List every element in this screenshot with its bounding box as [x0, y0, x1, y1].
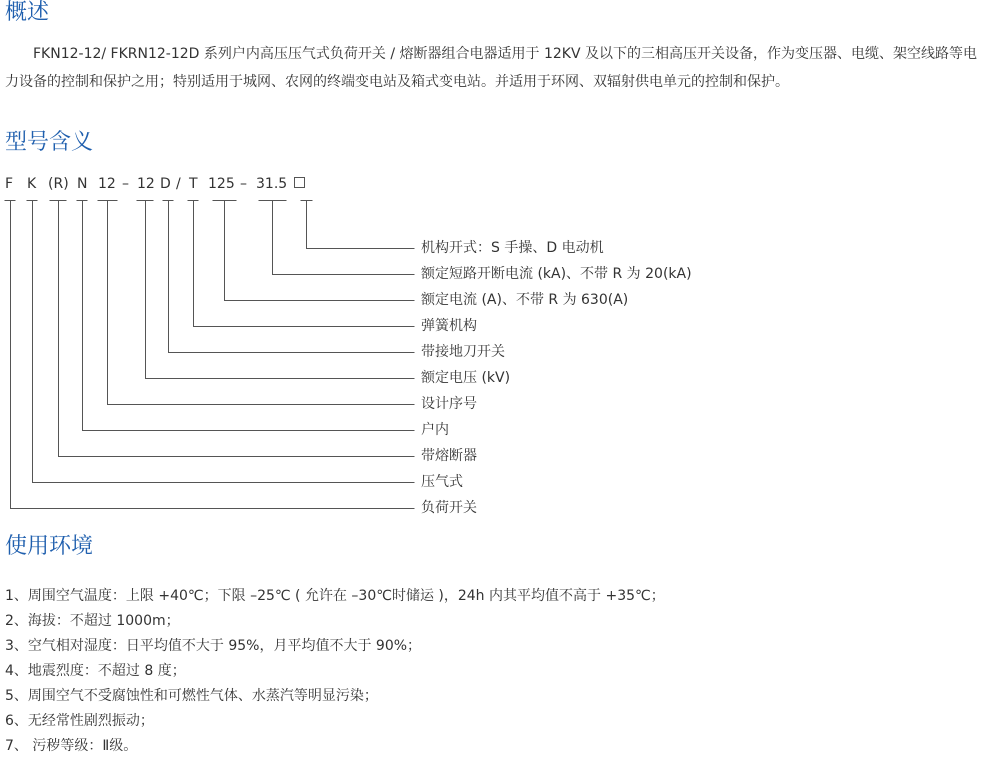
code-part-f: F [5, 176, 14, 192]
meaning-load-switch: 负荷开关 [421, 500, 477, 516]
environment-item: 1、周围空气温度：上限 +40℃；下限 –25℃ ( 允许在 –30℃时储运 )，24h 内其平均值不高于 +35℃； [5, 588, 665, 604]
environment-item: 4、地震烈度：不超过 8 度； [5, 663, 186, 679]
environment-item: 3、空气相对湿度：日平均值不大于 95%，月平均值不大于 90%； [5, 638, 422, 654]
code-part-breaking: 31.5 [256, 176, 288, 192]
meaning-rated-voltage: 额定电压 (kV) [421, 370, 511, 386]
meaning-mechanism: 机构开式：S 手操、D 电动机 [421, 240, 604, 256]
code-part-current: 125 [208, 176, 235, 192]
overview-paragraph: FKN12-12/ FKRN12-12D 系列户内高压压气式负荷开关 / 熔断器组合电器适用于 12KV 及以下的三相高压开关设备，作为变压器、电缆、架空线路等电力设备的控制和保护之用；特别适用于城网、农网的终端变电站及箱式变电站。并适用于环网、双辐射供电单元的控制和保护。 [5, 46, 977, 90]
code-part-n: N [77, 176, 88, 192]
environment-item: 2、海拔：不超过 1000m； [5, 613, 180, 629]
code-part-series: 12 [98, 176, 116, 192]
meaning-rated-current: 额定电流 (A)、不带 R 为 630(A) [421, 292, 629, 308]
code-part-dash2: – [240, 176, 247, 192]
meaning-breaking-current: 额定短路开断电流 (kA)、不带 R 为 20(kA) [421, 266, 692, 282]
meaning-with-fuse: 带熔断器 [421, 448, 477, 464]
meaning-earthing-switch: 带接地刀开关 [421, 344, 505, 360]
model-heading: 型号含义 [5, 130, 94, 155]
code-part-d: D [160, 176, 171, 192]
meaning-design-number: 设计序号 [421, 396, 477, 412]
code-part-dash1: – [122, 176, 129, 192]
code-part-voltage: 12 [137, 176, 155, 192]
meaning-indoor: 户内 [421, 422, 449, 438]
code-part-t: T [189, 176, 198, 192]
code-part-r: (R) [48, 176, 69, 192]
meaning-spring-mechanism: 弹簧机构 [421, 318, 477, 334]
environment-item: 5、周围空气不受腐蚀性和可燃性气体、水蒸汽等明显污染； [5, 688, 378, 704]
meaning-gas-compression: 压气式 [421, 474, 463, 490]
code-part-slash: / [176, 176, 181, 192]
environment-item: 6、无经常性剧烈振动； [5, 713, 154, 729]
code-part-k: K [27, 176, 37, 192]
environment-heading: 使用环境 [5, 534, 94, 559]
overview-heading: 概述 [5, 0, 50, 25]
environment-item: 7、 污秽等级：Ⅱ级。 [5, 738, 138, 754]
